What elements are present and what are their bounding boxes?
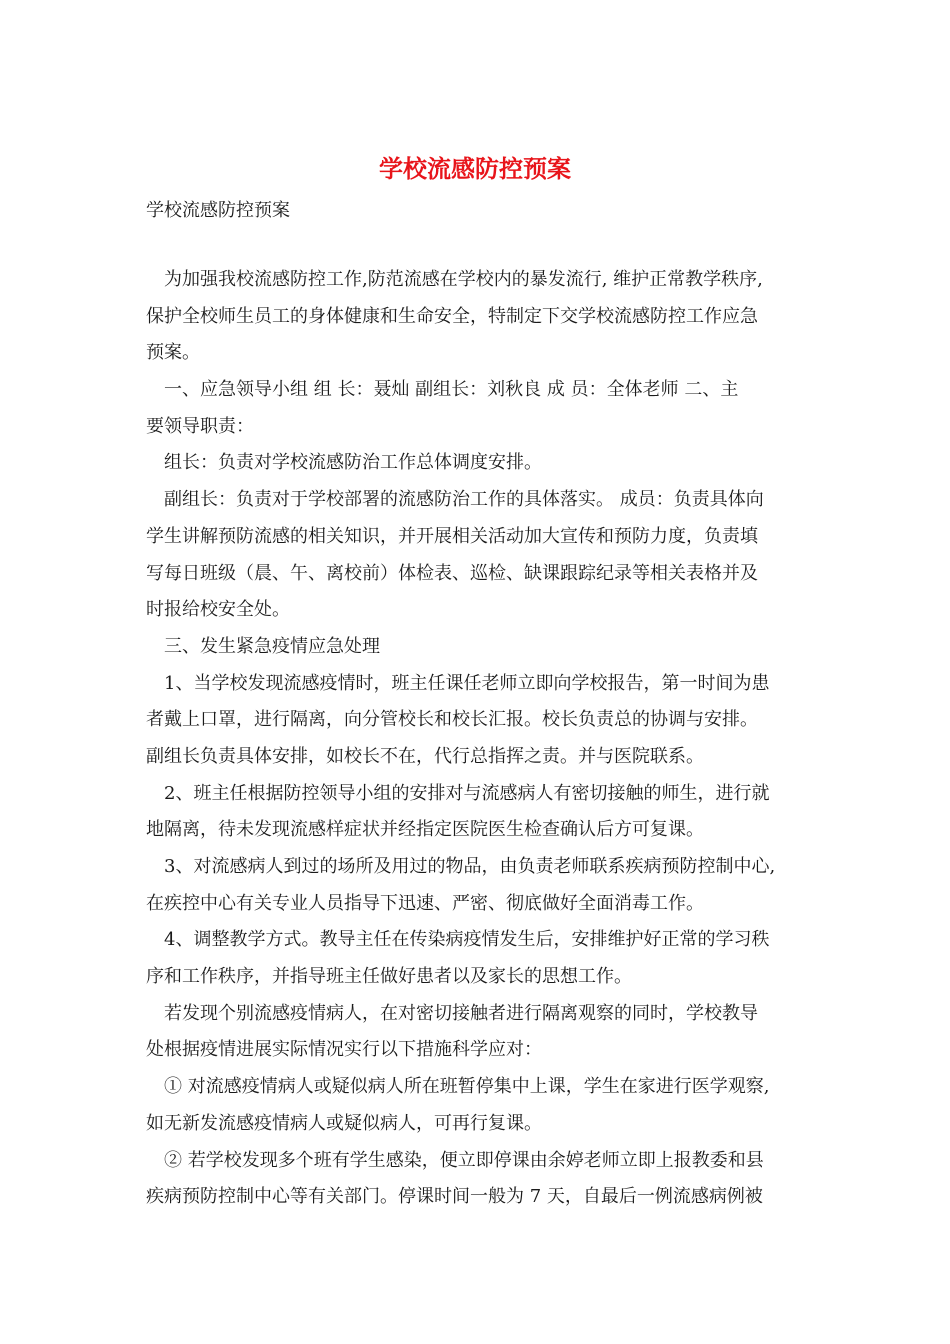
text-line: 序和工作秩序，并指导班主任做好患者以及家长的思想工作。 <box>146 966 632 988</box>
text-line: 组长：负责对学校流感防治工作总体调度安排。 <box>164 452 542 474</box>
text-line: ② 若学校发现多个班有学生感染，便立即停课由余婷老师立即上报教委和县 <box>164 1149 764 1171</box>
text-line: 要领导职责： <box>146 415 254 437</box>
text-line: 如无新发流感疫情病人或疑似病人，可再行复课。 <box>146 1112 542 1134</box>
text-line: 三、发生紧急疫情应急处理 <box>164 635 380 657</box>
text-line: 副组长负责具体安排，如校长不在，代行总指挥之责。并与医院联系。 <box>146 745 704 767</box>
text-line: 保护全校师生员工的身体健康和生命安全，特制定下交学校流感防控工作应急 <box>146 305 758 327</box>
text-line: 疾病预防控制中心等有关部门。停课时间一般为 7 天，自最后一例流感病例被 <box>146 1186 763 1208</box>
text-line: 处根据疫情进展实际情况实行以下措施科学应对： <box>146 1039 542 1061</box>
text-line: 2、班主任根据防控领导小组的安排对与流感病人有密切接触的师生，进行就 <box>164 782 770 804</box>
text-line: 一、应急领导小组 组 长：聂灿 副组长：刘秋良 成 员：全体老师 二、主 <box>164 379 739 401</box>
text-line: 预案。 <box>146 342 200 364</box>
text-line: 学生讲解预防流感的相关知识，并开展相关活动加大宣传和预防力度，负责填 <box>146 525 758 547</box>
text-line: 若发现个别流感疫情病人，在对密切接触者进行隔离观察的同时，学校教导 <box>164 1002 758 1024</box>
text-line: 写每日班级（晨、午、离校前）体检表、巡检、缺课跟踪纪录等相关表格并及 <box>146 562 758 584</box>
text-line: 1、当学校发现流感疫情时，班主任课任老师立即向学校报告，第一时间为患 <box>164 672 770 694</box>
text-line: 地隔离，待未发现流感样症状并经指定医院医生检查确认后方可复课。 <box>146 819 704 841</box>
text-line: 在疾控中心有关专业人员指导下迅速、严密、彻底做好全面消毒工作。 <box>146 892 704 914</box>
document-body <box>146 262 816 1216</box>
text-line: ① 对流感疫情病人或疑似病人所在班暂停集中上课，学生在家进行医学观察, <box>164 1076 770 1098</box>
text-line: 为加强我校流感防控工作,防范流感在学校内的暴发流行, 维护正常教学秩序, <box>164 269 763 290</box>
document-subtitle: 学校流感防控预案 <box>146 200 290 221</box>
text-line: 者戴上口罩，进行隔离，向分管校长和校长汇报。校长负责总的协调与安排。 <box>146 709 758 731</box>
document-title: 学校流感防控预案 <box>379 154 571 183</box>
text-line: 4、调整教学方式。教导主任在传染病疫情发生后，安排维护好正常的学习秩 <box>164 929 770 951</box>
text-line: 时报给校安全处。 <box>146 599 290 621</box>
text-line: 副组长：负责对于学校部署的流感防治工作的具体落实。 成员：负责具体向 <box>164 489 764 511</box>
text-line: 3、对流感病人到过的场所及用过的物品，由负责老师联系疾病预防控制中心, <box>164 856 776 877</box>
